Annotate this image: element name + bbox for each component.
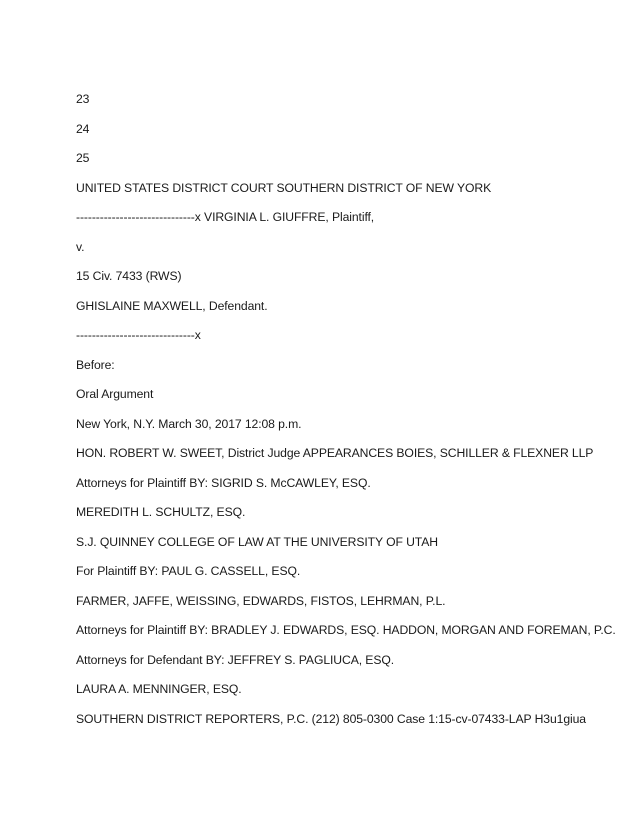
case-number: 15 Civ. 7433 (RWS) [76,269,182,283]
appearance-line: Attorneys for Plaintiff BY: SIGRID S. McCAWLEY, ESQ. [76,475,371,490]
versus: v. [76,239,85,254]
appearance-line: S.J. QUINNEY COLLEGE OF LAW AT THE UNIVERSITY OF UTAH [76,534,438,549]
appearance-line: Attorneys for Plaintiff BY: BRADLEY J. EDWARDS, ESQ. HADDON, MORGAN AND FOREMAN, P.C. [76,623,616,637]
proceeding-type: Oral Argument [76,387,154,401]
appearance-line: MEREDITH L. SCHULTZ, ESQ. [76,505,246,519]
reporter-footer: SOUTHERN DISTRICT REPORTERS, P.C. (212) 805-0300 Case 1:15-cv-07433-LAP H3u1giua [76,711,586,726]
plaintiff-line: ------------------------------x VIRGINIA L. GIUFFRE, Plaintiff, [76,210,375,224]
line-number-23: 23 [76,92,90,106]
line-number-25: 25 [76,151,90,165]
judge-appearances: HON. ROBERT W. SWEET, District Judge APPEARANCES BOIES, SCHILLER & FLEXNER LLP [76,446,594,460]
before-label: Before: [76,357,115,372]
caption-divider: ------------------------------x [76,328,201,342]
court-heading: UNITED STATES DISTRICT COURT SOUTHERN DISTRICT OF NEW YORK [76,180,492,195]
appearance-line: Attorneys for Defendant BY: JEFFREY S. PAGLIUCA, ESQ. [76,652,395,667]
location-date: New York, N.Y. March 30, 2017 12:08 p.m. [76,416,302,431]
document-body [76,92,616,741]
line-number-24: 24 [76,121,90,136]
appearance-line: FARMER, JAFFE, WEISSING, EDWARDS, FISTOS, LEHRMAN, P.L. [76,593,446,608]
defendant-line: GHISLAINE MAXWELL, Defendant. [76,298,268,313]
appearance-line: For Plaintiff BY: PAUL G. CASSELL, ESQ. [76,564,301,578]
appearance-line: LAURA A. MENNINGER, ESQ. [76,682,242,696]
